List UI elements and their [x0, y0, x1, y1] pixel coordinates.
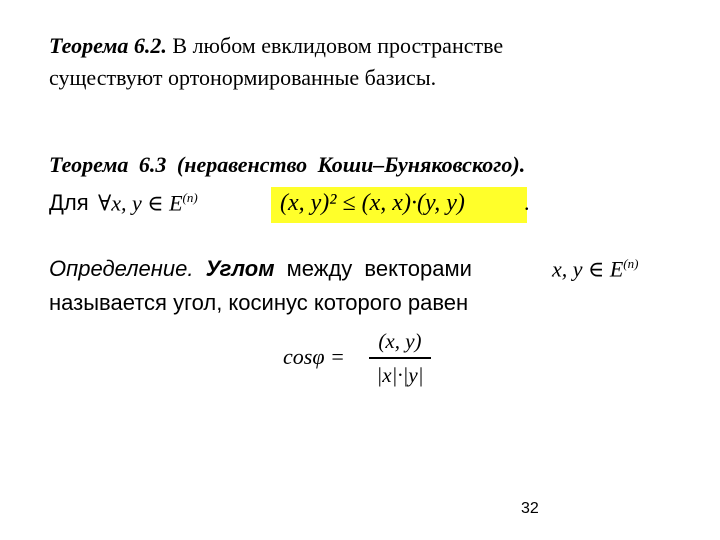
- page-number: 32: [521, 500, 539, 517]
- definition-vectors-text: x, y ∈ E: [552, 256, 624, 282]
- theorem-6-2-title: Теорема 6.2.: [49, 33, 167, 58]
- definition-superscript: (n): [623, 256, 639, 271]
- theorem-6-2-line2: существуют ортонормированные базисы.: [49, 65, 437, 90]
- theorem-6-2-text-1: В любом евклидовом пространстве: [166, 33, 504, 58]
- definition-term: Углом: [205, 256, 275, 281]
- formula-fraction: [369, 328, 431, 388]
- definition-line1: [49, 256, 472, 282]
- definition-line2: называется угол, косинус которого равен: [49, 290, 469, 315]
- formula-numerator: (x, y): [378, 329, 422, 353]
- theorem-6-2-line1: [49, 33, 503, 59]
- formula-lhs: cosφ =: [283, 344, 345, 369]
- definition-vectors: [552, 256, 638, 282]
- theorem-6-3-title: Теорема 6.3 (неравенство Коши–Буняковского).: [49, 152, 526, 177]
- quantifier-superscript: (n): [182, 190, 198, 205]
- inequality-end-dot: .: [524, 190, 530, 215]
- cosine-formula: [283, 328, 433, 398]
- quantifier-text: ∀x, y ∈ E: [98, 190, 183, 216]
- quantifier-expression: [98, 190, 198, 216]
- cauchy-inequality: (x, y)² ≤ (x, x)·(y, y): [280, 190, 465, 216]
- definition-label: Определение.: [49, 256, 194, 281]
- definition-text-1: между векторами: [274, 256, 472, 281]
- fraction-bar: [369, 357, 431, 359]
- for-label: Для: [49, 190, 89, 215]
- formula-denominator: |x|·|y|: [376, 362, 424, 387]
